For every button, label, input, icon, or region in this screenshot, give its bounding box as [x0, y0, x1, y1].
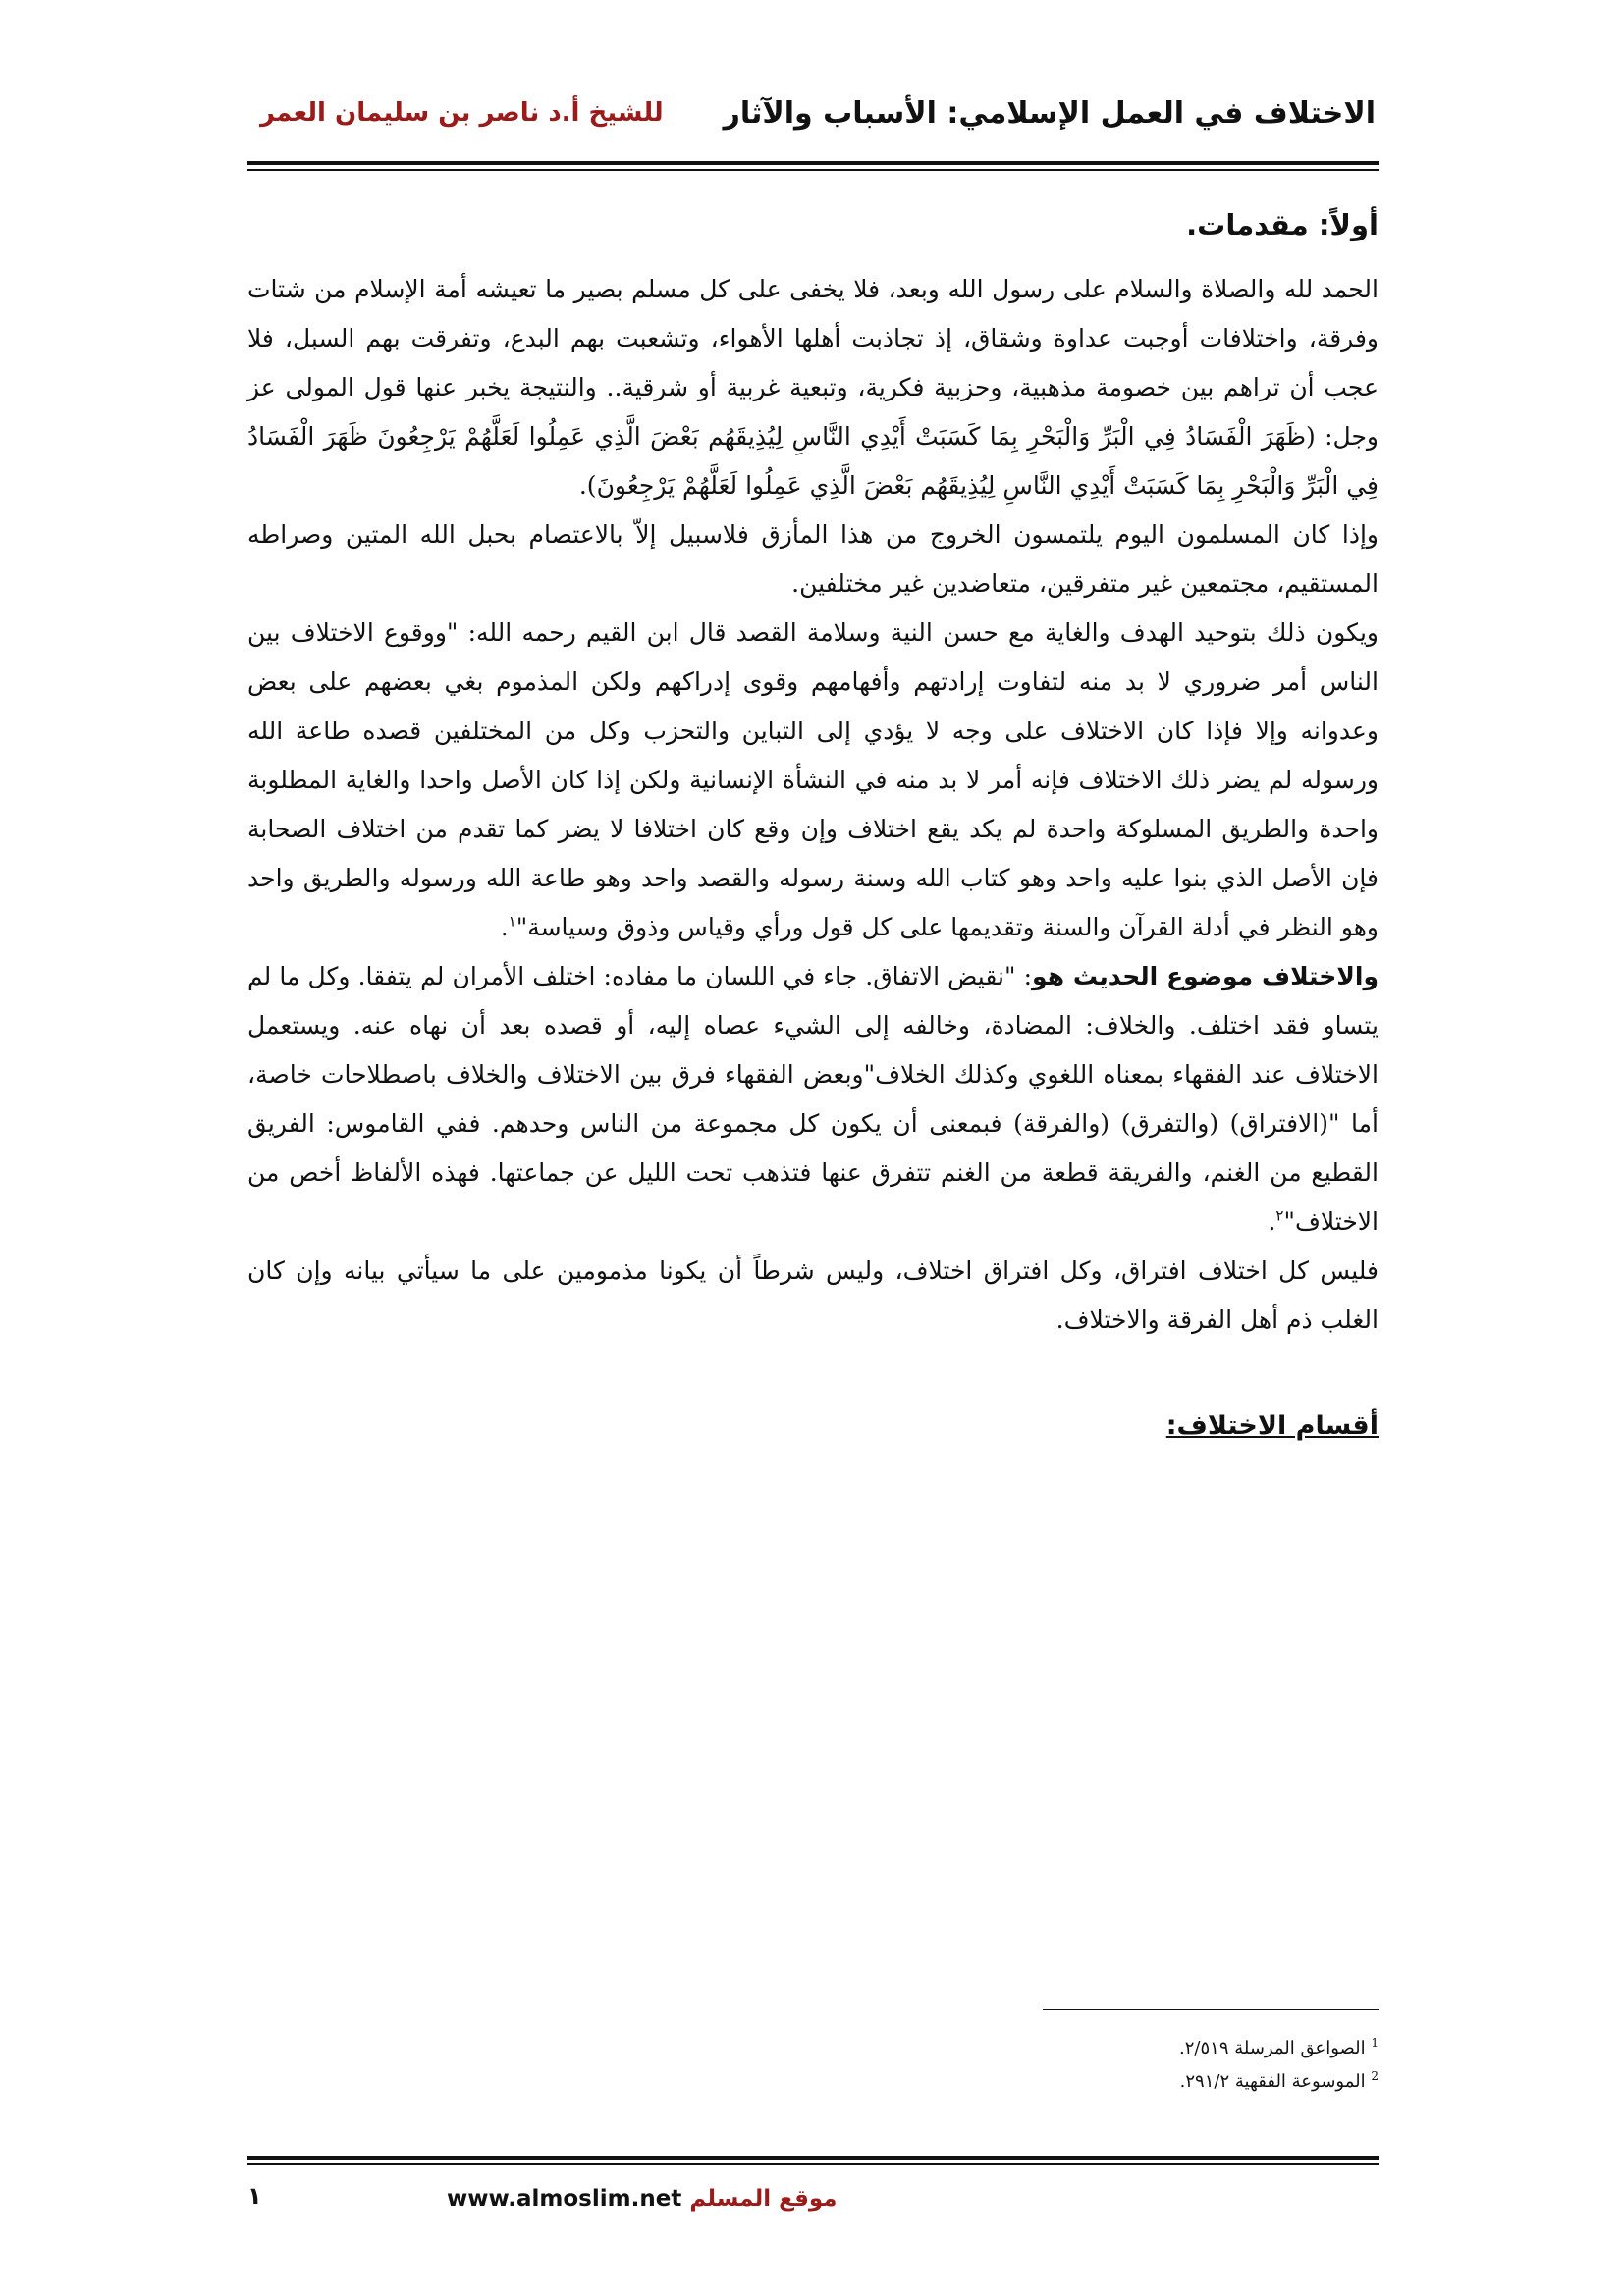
- ibn-qayyim-quote-end: .: [500, 913, 509, 941]
- site-url-link[interactable]: www.almoslim.net: [447, 2186, 682, 2212]
- footer-rule-thick: [247, 2156, 1379, 2160]
- footnote-text: الموسوعة الفقهية ٢٩١/٢.: [1179, 2071, 1366, 2092]
- section-heading-introductions: أولاً: مقدمات.: [1186, 208, 1379, 241]
- footnote-item: [789, 2065, 1379, 2099]
- footnote-text: الصواعق المرسلة ٢/٥١٩.: [1179, 2038, 1366, 2058]
- ibn-qayyim-quote-text: ويكون ذلك بتوحيد الهدف والغاية مع حسن النية وسلامة القصد قال ابن القيم رحمه الله: "ووقوع الاختلاف بين الناس أمر ضروري لا بد منه لتفاوت إرادتهم وأفهامهم وقوى إدراكهم ولكن المذموم بغي بعضهم على بعض وعدوانه وإلا فإذا كان الاختلاف على وجه لا يؤدي إلى التباين والتحزب وكل من المختلفين قصده طاعة الله ورسوله لم يضر ذلك الاختلاف فإنه أمر لا بد منه في النشأة الإنسانية ولكن إذا كان الأصل واحدا والغاية المطلوبة واحدة والطريق المسلوكة واحدة لم يكد يقع اختلاف وإن وقع كان اختلافا لا يضر كما تقدم من اختلاف الصحابة فإن الأصل الذي بنوا عليه واحد وهو كتاب الله وسنة رسوله والقصد واحد وهو طاعة الله ورسوله والطريق واحد وهو النظر في أدلة القرآن والسنة وتقديمها على كل قول ورأي وقياس وذوق وسياسة": [247, 618, 1379, 941]
- footnote-number: 1: [1371, 2036, 1379, 2050]
- page-number: ١: [247, 2182, 262, 2210]
- footnotes: [789, 2032, 1379, 2099]
- section-heading-types: أقسام الاختلاف:: [1165, 1411, 1379, 1441]
- paragraph-opening-end: ).: [578, 471, 597, 500]
- site-label: موقع المسلم: [689, 2186, 838, 2212]
- definition-end: .: [1268, 1207, 1276, 1236]
- paragraph-conclusion: فليس كل اختلاف افتراق، وكل افتراق اختلاف، وليس شرطاً أن يكونا مذمومين على ما سيأتي بيانه وإن كان الغلب ذم أهل الفرقة والاختلاف.: [247, 1256, 1379, 1334]
- document-title: الاختلاف في العمل الإسلامي: الأسباب والآثار: [723, 96, 1376, 131]
- footnote-ref-2[interactable]: ٢: [1275, 1206, 1284, 1225]
- paragraph-definition: [247, 952, 1379, 1247]
- footer-site: [447, 2186, 838, 2212]
- footnote-number: 2: [1371, 2069, 1379, 2083]
- header-rule-thick: [247, 161, 1379, 165]
- paragraph-opening: [247, 265, 1379, 510]
- definition-text: : "نقيض الاتفاق. جاء في اللسان ما مفاده: اختلف الأمران لم يتفقا. وكل ما لم يتساو فقد اختلف. والخلاف: المضادة، وخالفه إلى الشيء عصاه إليه، أو قصده بعد أن نهاه عنه. ويستعمل الاختلاف عند الفقهاء بمعناه اللغوي وكذلك الخلاف"وبعض الفقهاء فرق بين الاختلاف والخلاف باصطلاحات خاصة، أما "(الافتراق) (والتفرق) (والفرقة) فبمعنى أن يكون كل مجموعة من الناس وحدهم. ففي القاموس: الفريق القطيع من الغنم، والفريقة قطعة من الغنم تتفرق عنها فتذهب تحت الليل عن جماعتها. فهذه الألفاظ أخص من الاختلاف": [247, 962, 1379, 1236]
- header-rule-thin: [247, 169, 1379, 171]
- main-content: [247, 196, 1379, 1451]
- paragraph-opening-text: الحمد لله والصلاة والسلام على رسول الله وبعد، فلا يخفى على كل مسلم بصير ما تعيشه أمة الإسلام من شتات وفرقة، واختلافات أوجبت عداوة وشقاق، إذ تجاذبت أهلها الأهواء، وتشعبت بهم البدع، وتفرقت بهم السبل، فلا عجب أن تراهم بين خصومة مذهبية، وحزبية فكرية، وتبعية غربية أو شرقية.. والنتيجة يخبر عنها قول المولى عز وجل: (: [247, 275, 1380, 451]
- author-name: للشيخ أ.د ناصر بن سليمان العمر: [260, 98, 664, 128]
- footnote-ref-1[interactable]: ١: [508, 912, 516, 931]
- quran-verse: ظَهَرَ الْفَسَادُ فِي الْبَرِّ وَالْبَحْرِ بِمَا كَسَبَتْ أَيْدِي النَّاسِ لِيُذِيقَهُم بَعْضَ الَّذِي عَمِلُوا لَعَلَّهُمْ يَرْجِعُونَ ظَهَرَ الْفَسَادُ فِي الْبَرِّ وَالْبَحْرِ بِمَا كَسَبَتْ أَيْدِي النَّاسِ لِيُذِيقَهُم بَعْضَ الَّذِي عَمِلُوا لَعَلَّهُمْ يَرْجِعُونَ: [247, 422, 1379, 500]
- paragraph-ibn-qayyim-quote: [247, 609, 1379, 952]
- footnote-separator: [1043, 2009, 1379, 2010]
- footnote-item: [789, 2032, 1379, 2065]
- footer-rule-thin: [247, 2163, 1379, 2165]
- paragraph-unity: وإذا كان المسلمون اليوم يلتمسون الخروج من هذا المأزق فلاسبيل إلاّ بالاعتصام بحبل الله المتين وصراطه المستقيم، مجتمعين غير متفرقين، متعاضدين غير مختلفين.: [247, 520, 1379, 598]
- definition-lead: والاختلاف موضوع الحديث هو: [1032, 962, 1380, 990]
